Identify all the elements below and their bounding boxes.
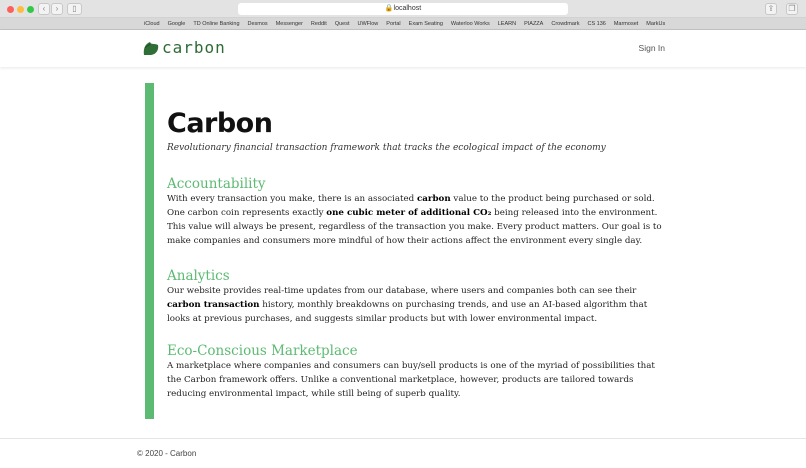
back-button[interactable]: ‹ bbox=[38, 3, 50, 15]
section-heading: Accountability bbox=[167, 176, 266, 192]
browser-toolbar bbox=[0, 0, 806, 18]
page-title: Carbon bbox=[167, 108, 273, 139]
bookmark-item[interactable]: UWFlow bbox=[357, 20, 379, 27]
bookmark-item[interactable]: Desmos bbox=[247, 20, 268, 27]
tagline: Revolutionary financial transaction framework that tracks the ecological impact of the economy bbox=[167, 143, 606, 153]
bookmark-item[interactable]: Exam Seating bbox=[408, 20, 443, 27]
section-text bbox=[167, 192, 662, 248]
bookmark-item[interactable]: Portal bbox=[386, 20, 401, 27]
text: value to the product being purchased or sold. One carbon coin represents exactly bbox=[167, 194, 655, 218]
site-header bbox=[0, 30, 806, 67]
section-heading: Eco-Conscious Marketplace bbox=[167, 343, 358, 359]
logo-link[interactable] bbox=[142, 38, 226, 57]
sidebar-toggle-icon[interactable]: ▯ bbox=[67, 3, 82, 15]
url-text: localhost bbox=[393, 5, 422, 12]
maximize-window-button[interactable] bbox=[27, 6, 34, 13]
bookmarks-bar bbox=[0, 18, 806, 30]
forward-button[interactable]: › bbox=[51, 3, 63, 15]
main-content bbox=[167, 108, 662, 401]
close-window-button[interactable] bbox=[7, 6, 14, 13]
bookmark-item[interactable]: Crowdmark bbox=[551, 20, 580, 27]
bookmark-item[interactable]: TD Online Banking bbox=[193, 20, 240, 27]
section-text: A marketplace where companies and consumers can buy/sell products is one of the myriad of possibilities that the Carbon framework offers. Unlike a conventional marketplace, however, products are tailored towards reducing environmental impact, while still being of superb quality. bbox=[167, 361, 655, 399]
bookmark-item[interactable]: Quest bbox=[334, 20, 350, 27]
bold-text: one cubic meter of additional CO₂ bbox=[326, 208, 492, 218]
lock-icon: 🔒 bbox=[384, 5, 394, 12]
text: being released into the environment. This value will always be present, regardless of the transaction you make. Every product matters. Our goal is to make companies and consumers more mindful of how their actions affect the environment every single day. bbox=[167, 208, 662, 246]
footer-text: © 2020 - Carbon bbox=[137, 449, 197, 458]
bookmark-item[interactable]: PIAZZA bbox=[524, 20, 544, 27]
logo-text: carbon bbox=[162, 38, 226, 57]
bold-text: carbon bbox=[416, 194, 451, 204]
text: With every transaction you make, there is an associated bbox=[167, 194, 417, 204]
minimize-window-button[interactable] bbox=[17, 6, 24, 13]
section-heading: Analytics bbox=[167, 268, 230, 284]
bookmark-item[interactable]: CS 136 bbox=[587, 20, 606, 27]
leaf-logo-icon bbox=[142, 39, 160, 57]
address-bar[interactable] bbox=[238, 3, 568, 15]
tabs-icon[interactable]: ❐ bbox=[786, 3, 798, 15]
bookmark-item[interactable]: Google bbox=[167, 20, 186, 27]
section-text bbox=[167, 284, 662, 326]
bold-text: carbon transaction bbox=[167, 300, 260, 310]
share-icon[interactable]: ⇪ bbox=[765, 3, 777, 15]
bookmark-item[interactable]: Waterloo Works bbox=[450, 20, 490, 27]
bookmark-item[interactable]: Messenger bbox=[275, 20, 303, 27]
bookmark-item[interactable]: LEARN bbox=[497, 20, 517, 27]
bookmark-item[interactable]: iCloud bbox=[144, 20, 160, 27]
bookmark-item[interactable]: MarkUs bbox=[646, 20, 666, 27]
bookmark-item[interactable]: Reddit bbox=[310, 20, 327, 27]
bookmark-item[interactable]: Marmoset bbox=[613, 20, 639, 27]
footer-divider bbox=[0, 438, 806, 439]
sign-in-link[interactable]: Sign In bbox=[638, 43, 665, 53]
text: history, monthly breakdowns on purchasing trends, and use an AI-based algorithm that looks at previous purchases, and suggests similar products but with lower environmental impact. bbox=[167, 300, 648, 324]
text: Our website provides real-time updates from our database, where users and companies both can see their bbox=[167, 286, 637, 296]
accent-bar bbox=[145, 83, 154, 419]
